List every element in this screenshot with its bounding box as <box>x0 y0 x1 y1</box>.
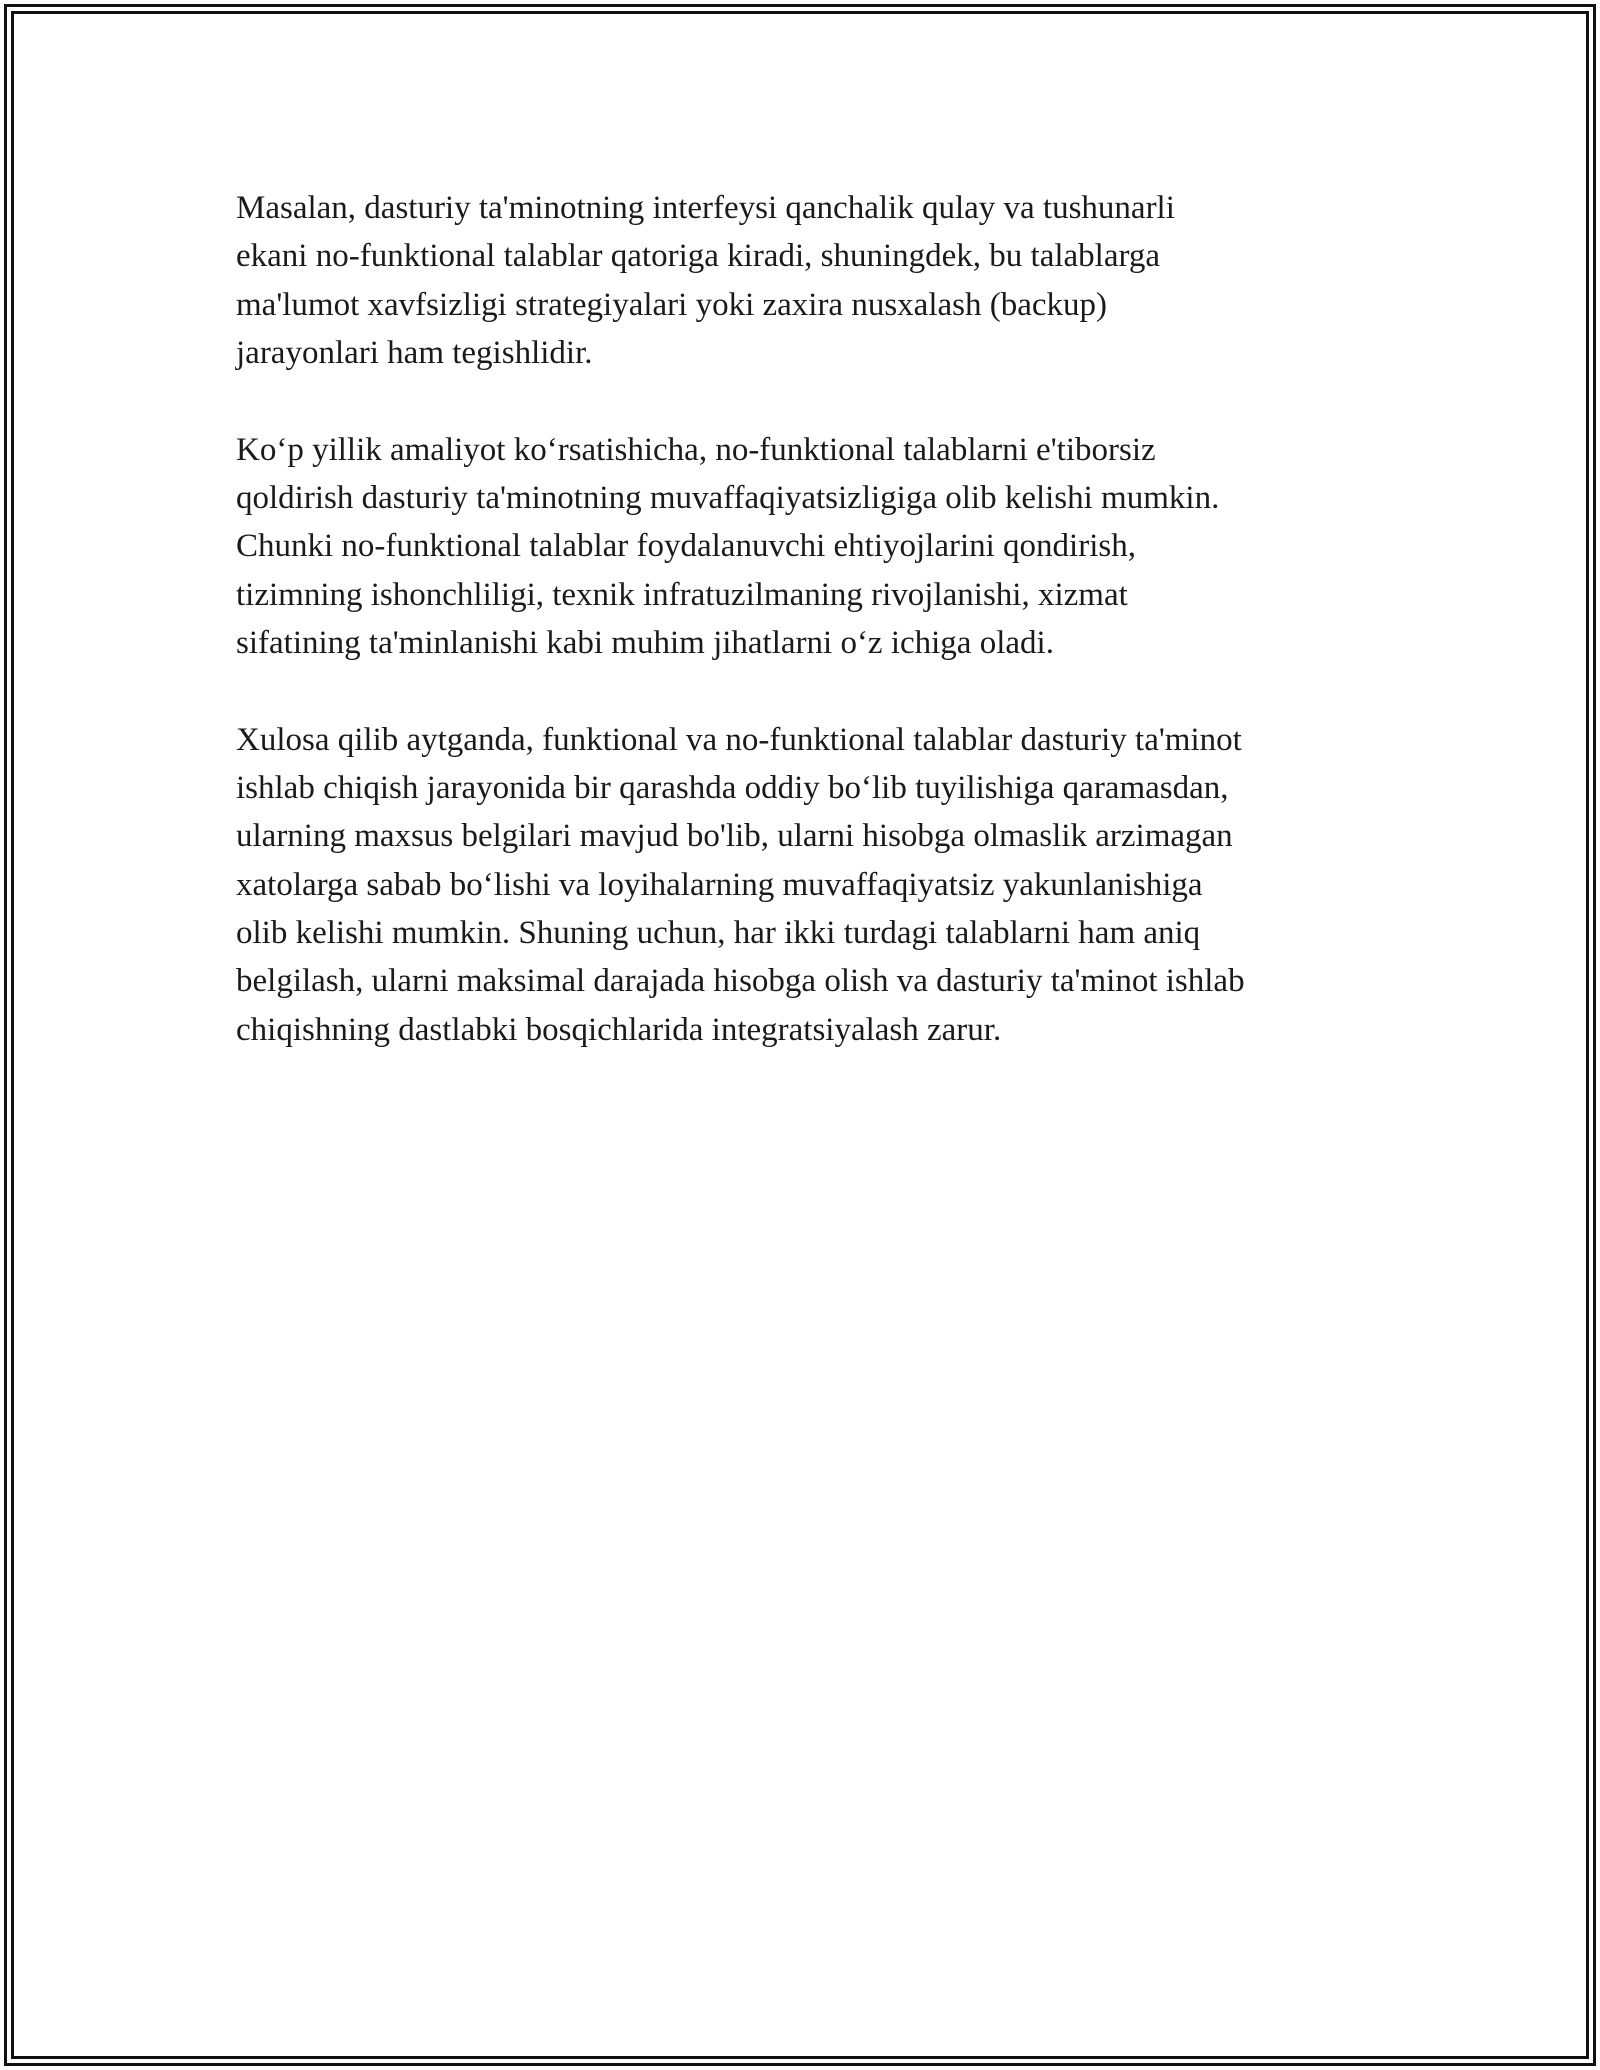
text-line: belgilash, ularni maksimal darajada hisobga olish va dasturiy ta'minot ishlab <box>236 963 1245 1000</box>
text-line: Masalan, dasturiy ta'minotning interfeysi qanchalik qulay va tushunarli <box>236 190 1175 226</box>
text-line: olib kelishi mumkin. Shuning uchun, har ikki turdagi talablarni ham aniq <box>236 915 1201 952</box>
text-line: ekani no-funktional talablar qatoriga kiradi, shuningdek, bu talablarga <box>236 238 1161 275</box>
text-line: qoldirish dasturiy ta'minotning muvaffaqiyatsizligiga olib kelishi mumkin. <box>236 479 1220 516</box>
text-line: jarayonlari ham tegishlidir. <box>236 335 593 372</box>
text-line: xatolarga sabab boʻlishi va loyihalarning muvaffaqiyatsiz yakunlanishiga <box>236 866 1203 903</box>
text-line: ularning maxsus belgilari mavjud bo'lib, ularni hisobga olmaslik arzimagan <box>236 818 1233 855</box>
text-line: Xulosa qilib aytganda, funktional va no-funktional talablar dasturiy ta'minot <box>236 721 1242 758</box>
paragraph-conclusion <box>236 716 1376 1055</box>
text-line: Chunki no-funktional talablar foydalanuvchi ehtiyojlarini qondirish, <box>236 528 1136 565</box>
text-line: Koʻp yillik amaliyot koʻrsatishicha, no-funktional talablarni e'tiborsiz <box>236 431 1156 468</box>
document-body <box>236 184 1376 1102</box>
text-line: ma'lumot xavfsizligi strategiyalari yoki zaxira nusxalash (backup) <box>236 286 1108 323</box>
text-line: sifatining ta'minlanishi kabi muhim jihatlarni oʻz ichiga oladi. <box>236 625 1054 662</box>
text-line: tizimning ishonchliligi, texnik infratuzilmaning rivojlanishi, xizmat <box>236 576 1128 613</box>
paragraph-practice-experience <box>236 426 1376 668</box>
text-line: ishlab chiqish jarayonida bir qarashda oddiy boʻlib tuyilishiga qaramasdan, <box>236 769 1229 806</box>
text-line: chiqishning dastlabki bosqichlarida integratsiyalash zarur. <box>236 1011 1002 1048</box>
paragraph-non-functional-examples <box>236 184 1376 378</box>
